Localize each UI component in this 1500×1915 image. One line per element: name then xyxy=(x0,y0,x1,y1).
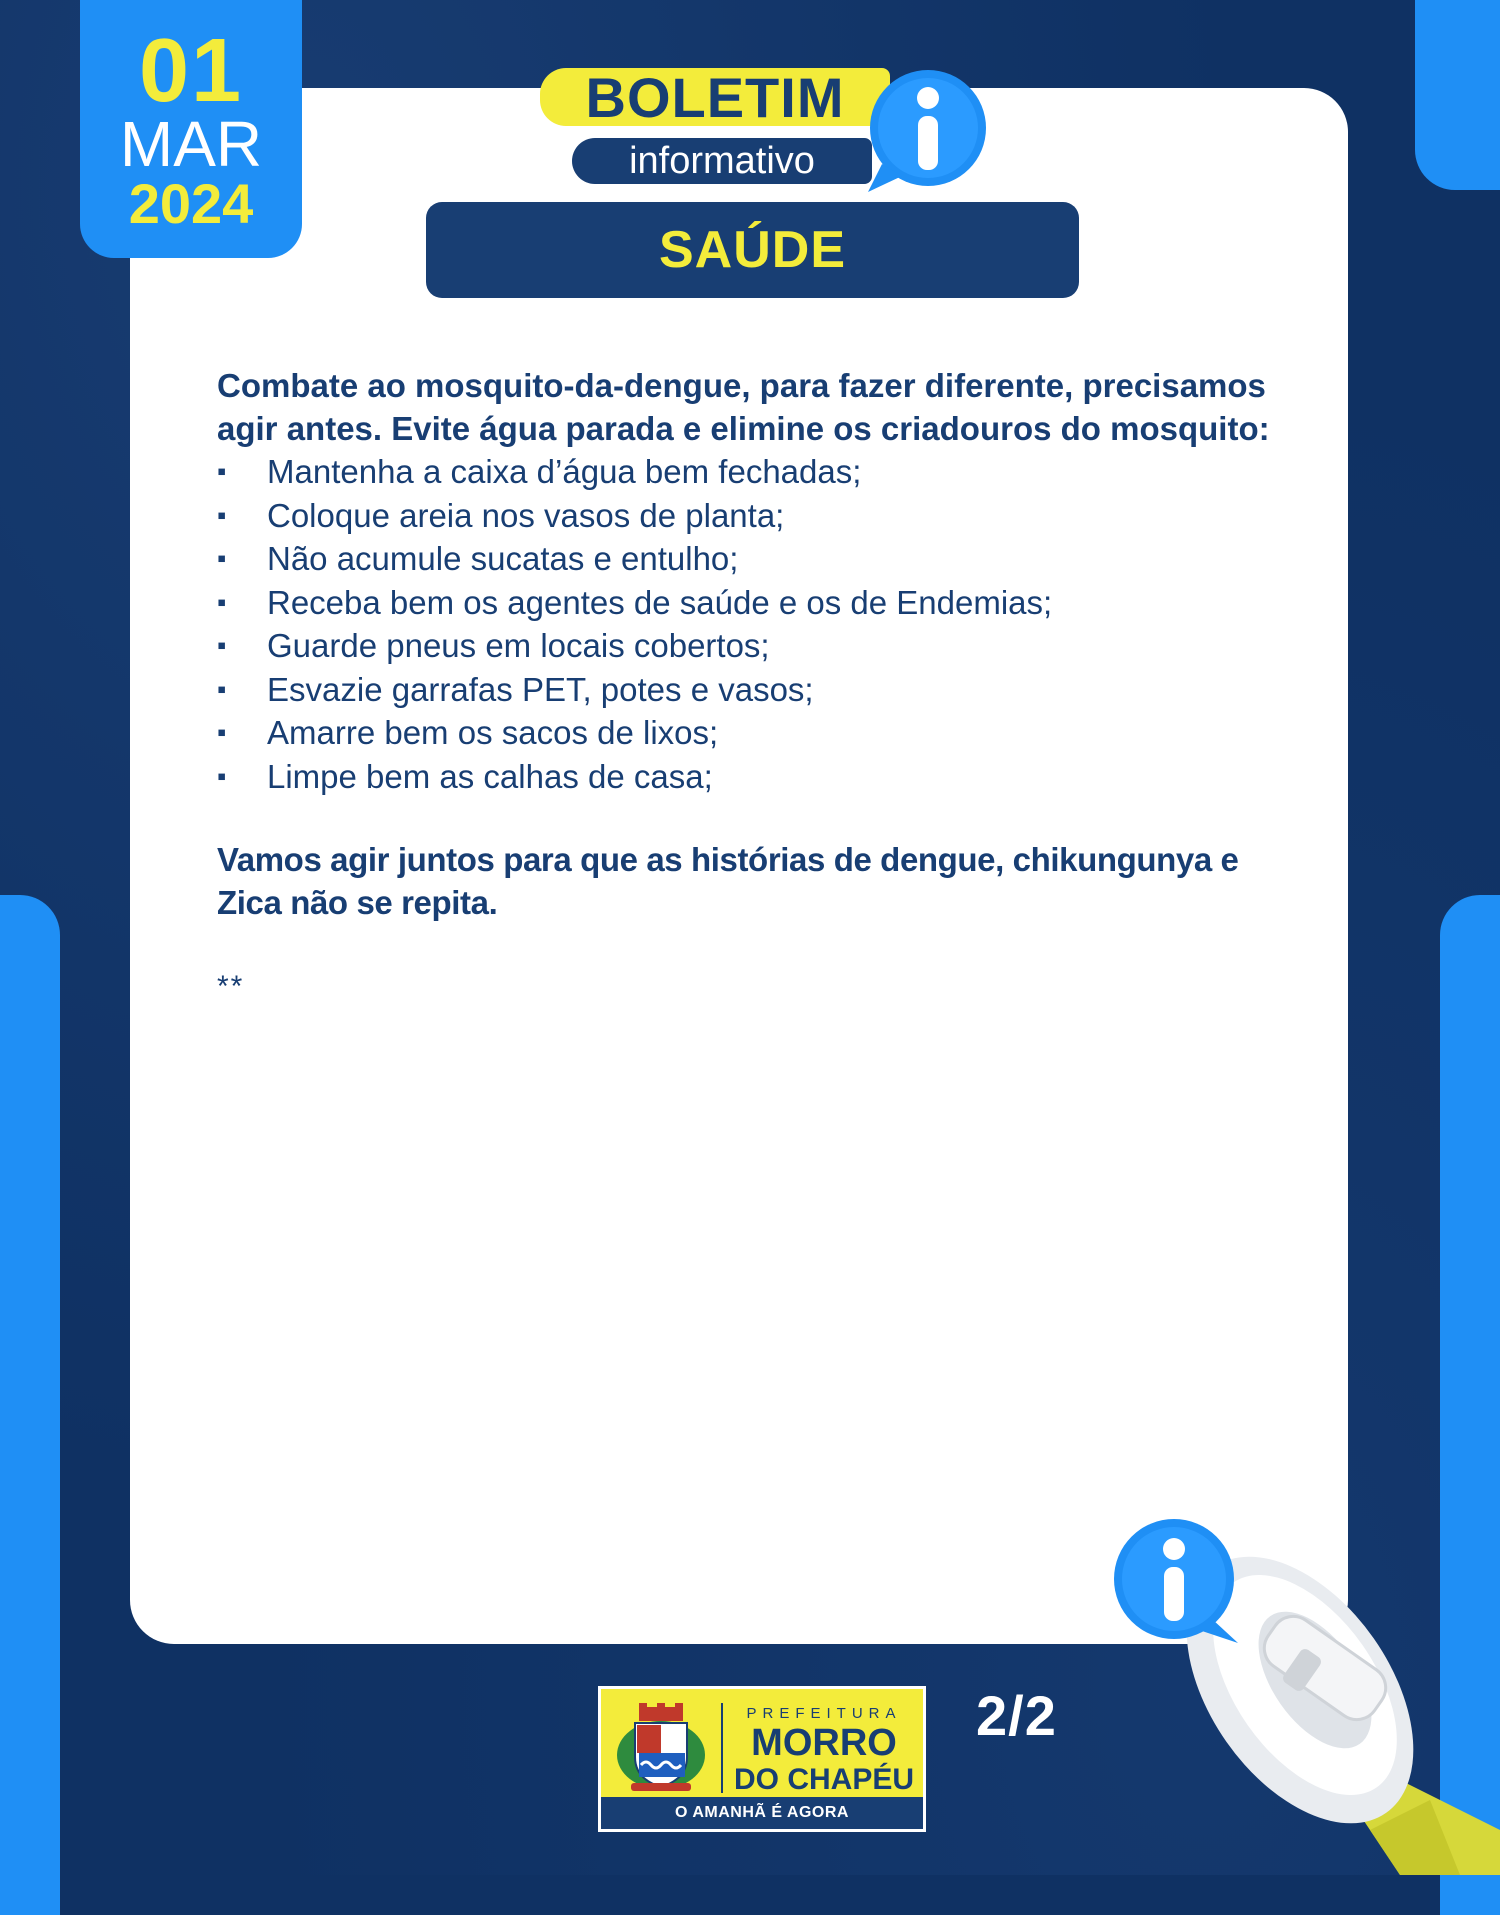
informativo-pill xyxy=(572,138,872,184)
info-bubble-icon xyxy=(1108,1515,1243,1650)
bullet-icon: ▪ xyxy=(217,630,227,660)
bullet-icon: ▪ xyxy=(217,456,227,486)
tip-text: Esvazie garrafas PET, potes e vasos; xyxy=(267,670,814,708)
boletim-header xyxy=(540,65,1000,198)
closing-paragraph: Vamos agir juntos para que as histórias de dengue, chikungunya e Zica não se repita. xyxy=(217,841,1239,921)
date-month: MAR xyxy=(119,108,263,180)
bullet-icon: ▪ xyxy=(217,586,227,617)
bullet-icon: ▪ xyxy=(217,499,227,530)
prefeitura-logo xyxy=(598,1686,926,1832)
list-item xyxy=(217,755,1287,799)
tip-text: Não acumule sucatas e entulho; xyxy=(267,540,739,577)
list-item xyxy=(217,450,1287,494)
tip-text: Receba bem os agentes de saúde e os de Endemias; xyxy=(267,583,1053,621)
bullet-icon: ▪ xyxy=(217,717,227,747)
section-title: SAÚDE xyxy=(658,221,847,279)
list-item xyxy=(217,494,1287,538)
list-item xyxy=(217,668,1287,712)
intro-paragraph: Combate ao mosquito-da-dengue, para fazer diferente, precisamos agir antes. Evite água parada e elimine os criadouros do mosquito: xyxy=(217,367,1270,447)
tip-text: Amarre bem os sacos de lixos; xyxy=(267,714,719,751)
municipal-crest-icon xyxy=(611,1699,711,1795)
date-badge xyxy=(80,0,302,258)
tip-text: Mantenha a caixa d’água bem fechadas; xyxy=(267,453,862,490)
bullet-icon: ▪ xyxy=(217,760,227,791)
tip-text: Coloque areia nos vasos de planta; xyxy=(267,496,785,534)
bulletin-content xyxy=(217,364,1287,1004)
boletim-pill xyxy=(540,65,890,129)
list-item xyxy=(217,537,1287,581)
bullet-icon: ▪ xyxy=(217,543,227,573)
informativo-label: informativo xyxy=(629,139,815,182)
tips-list xyxy=(217,450,1287,798)
tip-text: Limpe bem as calhas de casa; xyxy=(267,757,713,795)
footnote-stars: ** xyxy=(217,970,245,1003)
tip-text: Guarde pneus em locais cobertos; xyxy=(267,627,770,664)
boletim-title: BOLETIM xyxy=(585,65,845,129)
list-item xyxy=(217,711,1287,755)
list-item xyxy=(217,581,1287,625)
bullet-icon: ▪ xyxy=(217,673,227,704)
date-day: 01 xyxy=(138,21,244,121)
date-year: 2024 xyxy=(128,172,254,235)
logo-name-line2: DO CHAPÉU xyxy=(733,1763,914,1796)
left-blue-bar xyxy=(0,895,60,1915)
logo-divider xyxy=(721,1703,723,1793)
logo-name-line1: MORRO xyxy=(751,1722,897,1764)
logo-prefeitura-label: PREFEITURA xyxy=(746,1705,902,1722)
page-indicator: 2/2 xyxy=(976,1684,1057,1747)
logo-slogan: O AMANHÃ É AGORA xyxy=(601,1797,923,1829)
list-item xyxy=(217,624,1287,668)
right-top-blue-bar xyxy=(1415,0,1500,190)
section-banner xyxy=(426,202,1079,298)
info-bubble-icon xyxy=(860,68,990,198)
